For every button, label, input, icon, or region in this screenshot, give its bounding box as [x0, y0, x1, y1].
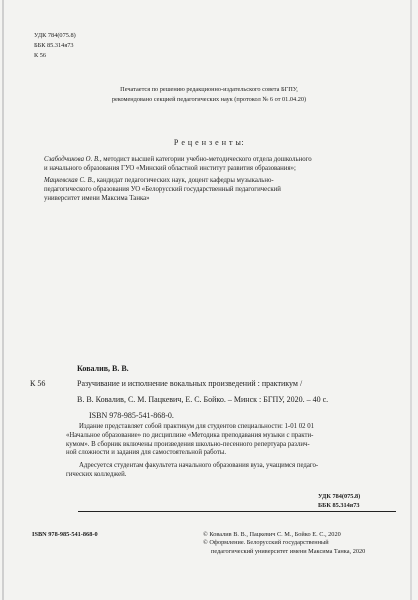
description-line-1: Издание представляет собой практикум для студентов специальности: 1-01 02 01 — [79, 423, 314, 430]
main-author-heading: Ковалив, В. В. — [77, 364, 129, 373]
bibliographic-entry — [77, 379, 407, 421]
publisher-note-line-2: рекомендовано секцией педагогических наук (протокол № 6 от 01.04.20) — [111, 96, 307, 103]
reviewer-2-line-2: педагогического образования УО «Белорусский государственный педагогический — [44, 185, 281, 193]
copyright-block — [203, 531, 413, 556]
top-bbk-code: ББК 85.314я73 — [34, 42, 74, 49]
copyright-line-3: педагогический университет имени Максима Танка, 2020 — [211, 547, 366, 555]
top-udk-code: УДК 784(075.8) — [34, 32, 76, 39]
entry-line-3: ISBN 978-985-541-868-0. — [89, 411, 174, 420]
audience-line-2: гических колледжей. — [66, 470, 127, 478]
description-line-2: «Начальное образование» по дисциплине «Методика преподавания музыки с практи- — [66, 431, 314, 439]
isbn-bottom: ISBN 978-985-541-868-0 — [32, 531, 98, 538]
reviewer-1 — [44, 156, 399, 174]
bottom-divider — [78, 511, 396, 512]
reviewer-2-line-3: университет имени Максима Танка» — [44, 194, 150, 202]
reviewer-2-name: Мацкевская С. В. — [44, 177, 94, 184]
bottom-bbk-code: ББК 85.314я73 — [318, 502, 360, 509]
top-author-code: К 56 — [34, 52, 47, 59]
reviewer-2-line-1: , кандидат педагогических наук, доцент кафедры музыкально- — [93, 177, 274, 184]
description-block — [66, 423, 401, 458]
copyright-line-1: © Ковалив В. В., Пацкевич С. М., Бойко Е. С., 2020 — [203, 531, 341, 538]
reviewer-2 — [44, 177, 399, 203]
description-line-4: ной сложности и задания для самостоятельной работы. — [66, 449, 227, 457]
description-line-3: кумом». В сборник включены произведения школьно-песенного репертуара различ- — [66, 440, 310, 448]
reviewer-1-line-1: , методист высшей категории учебно-методического отдела дошкольного — [99, 156, 312, 163]
entry-line-1: Разучивание и исполнение вокальных произведений : практикум / — [77, 379, 303, 388]
audience-line-1: Адресуется студентам факультета начального образования вуза, учащимся педаго- — [79, 462, 319, 469]
audience-block — [66, 462, 401, 480]
bottom-udk-code: УДК 784(075.8) — [318, 493, 361, 500]
reviewer-1-line-2: и начального образования ГУО «Минский областной институт развития образования»; — [44, 164, 296, 172]
publisher-note-line-1: Печатается по решению редакционно-издательского совета БГПУ, — [120, 86, 298, 93]
reviewers-heading: Р е ц е н з е н т ы: — [173, 138, 245, 147]
entry-line-2: В. В. Ковалив, С. М. Пацкевич, Е. С. Бойко. – Минск : БГПУ, 2020. – 40 с. — [77, 395, 329, 404]
copyright-line-2: © Оформление. Белорусский государственный — [203, 539, 329, 547]
main-author-code: К 56 — [30, 379, 46, 388]
reviewer-1-name: Сзабодчикова О. В. — [44, 156, 100, 163]
